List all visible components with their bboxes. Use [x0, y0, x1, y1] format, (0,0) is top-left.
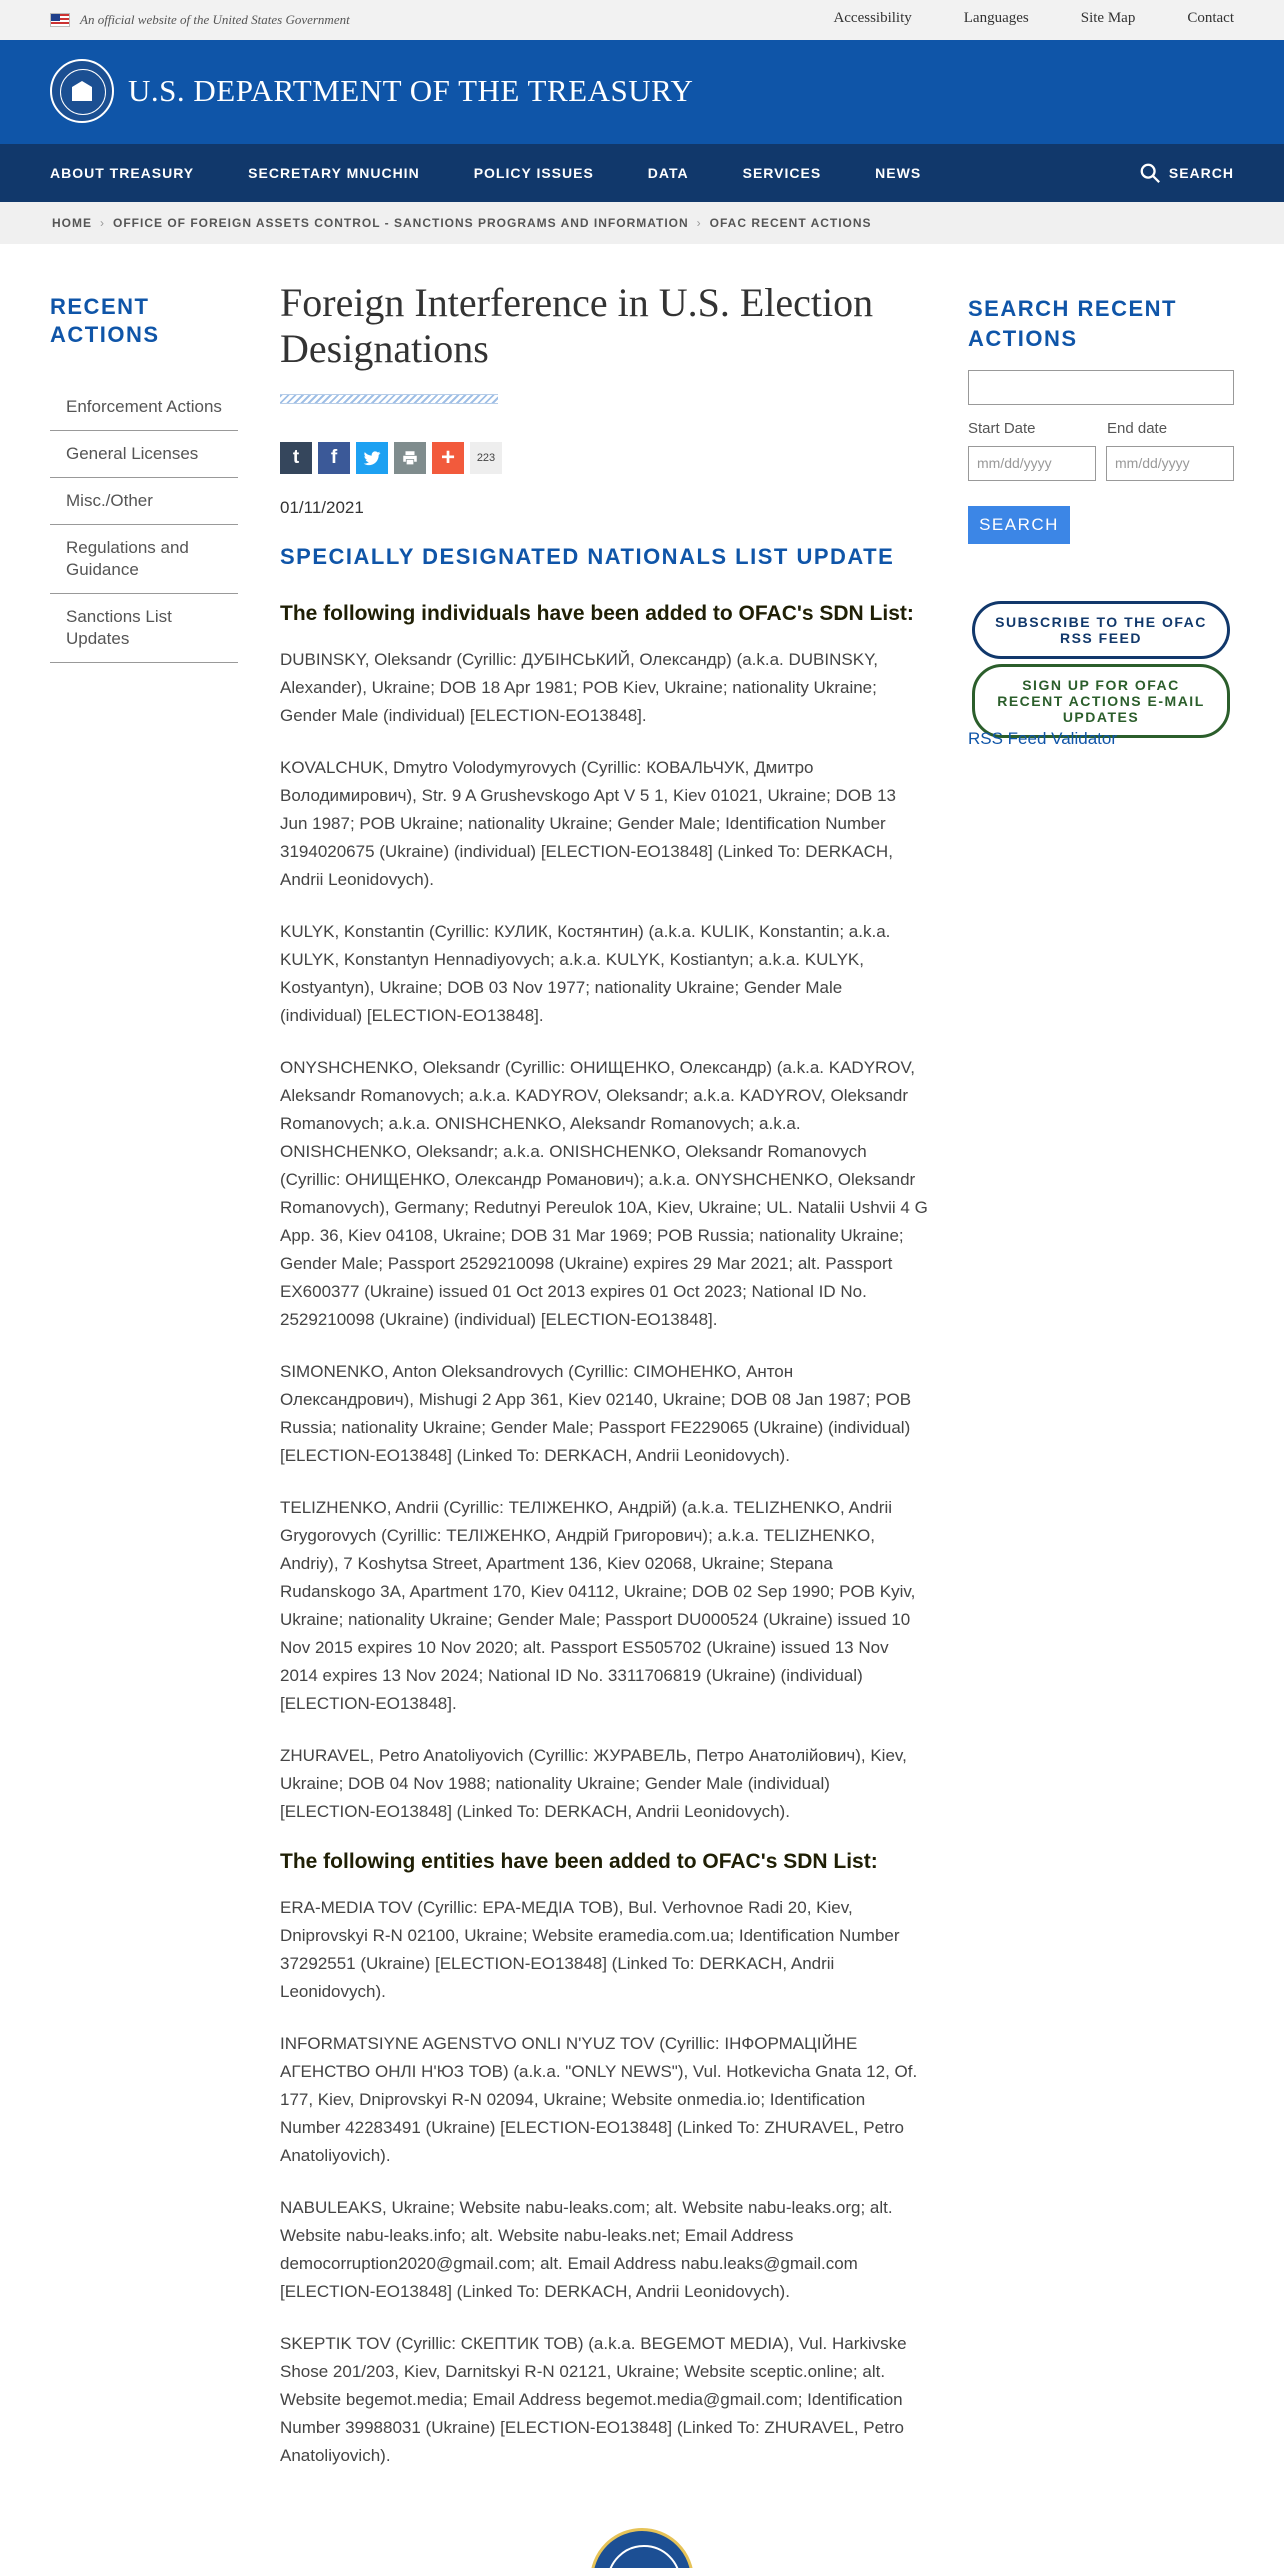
- sdn-entry-kulyk: KULYK, Konstantin (Cyrillic: КУЛИК, Костянтин) (a.k.a. KULIK, Konstantin; a.k.a. KULYK, Konstantyn Hennadiyovych; a.k.a. KULYK, Kostiantyn; a.k.a. KULYK, Kostyantyn), Ukraine; DOB 03 Nov 1977; nationality Ukraine; Gender Male (individual) [ELECTION-EO13848].: [280, 922, 891, 1025]
- contact-link[interactable]: Contact: [1187, 10, 1234, 26]
- print-icon[interactable]: [394, 442, 426, 474]
- sdn-entry-kovalchuk: KOVALCHUK, Dmytro Volodymyrovych (Cyrillic: КОВАЛЬЧУК, Дмитро Володимирович), Str. 9 A Grushevskogo Apt V 5 1, Kiev 01021, Ukraine; DOB 13 Jun 1987; POB Ukraine; nationality Ukraine; Gender Male; Identification Number 3194020675 (Ukraine) (individual) [ELECTION-EO13848] (Linked To: DERKACH, Andrii Leonidovych).: [280, 758, 896, 889]
- share-bar: [280, 442, 928, 474]
- main-nav: [0, 144, 1284, 202]
- title-divider: [280, 394, 498, 404]
- left-sidebar-list: [50, 384, 238, 663]
- page-title: Foreign Interference in U.S. Election Designations: [280, 280, 874, 371]
- end-date-label: End date: [1107, 420, 1168, 437]
- site-title[interactable]: U.S. DEPARTMENT OF THE TREASURY: [128, 73, 694, 108]
- site-map-link[interactable]: Site Map: [1080, 10, 1136, 26]
- sdn-entry-onyshchenko: ONYSHCHENKO, Oleksandr (Cyrillic: ОНИЩЕНКО, Олександр) (a.k.a. KADYROV, Aleksandr Romanovych; a.k.a. KADYROV, Oleksandr; a.k.a. KADYROV, Oleksandr Romanovych; a.k.a. ONISHCHENKO, Aleksandr Romanovych; a.k.a. ONISHCHENKO, Oleksandr; a.k.a. ONISHCHENKO, Oleksandr Romanovych (Cyrillic: ОНИЩЕНКО, Олександр Романович); a.k.a. ONYSHCHENKO, Oleksandr Romanovych), Germany; Redutnyi Pereulok 10A, Kiev, Ukraine; UL. Natalii Ushvii 4 G App. 36, Kiev 04108, Ukraine; DOB 31 Mar 1969; POB Russia; nationality Ukraine; Gender Male; Passport 2529210098 (Ukraine) expires 29 Mar 2021; alt. Passport EX600377 (Ukraine) issued 01 Oct 2013 expires 01 Oct 2023; National ID No. 2529210098 (Ukraine) (individual) [ELECTION-EO13848].: [280, 1058, 928, 1329]
- accessibility-link[interactable]: Accessibility: [833, 10, 912, 26]
- utility-links: [833, 10, 1234, 27]
- sdn-entry-era-media: ERA-MEDIA TOV (Cyrillic: ЕРА-МЕДІА ТОВ), Bul. Verhovnoe Radi 20, Kiev, Dniprovskyi R-N 02100, Ukraine; Website eramedia.com.ua; Identification Number 37292551 (Ukraine) [ELECTION-EO13848] (Linked To: DERKACH, Andrii Leonidovych).: [280, 1898, 900, 2001]
- search-button[interactable]: SEARCH: [968, 506, 1070, 544]
- sdn-entry-dubinsky: DUBINSKY, Oleksandr (Cyrillic: ДУБІНСЬКИЙ, Олександр) (a.k.a. DUBINSKY, Alexander), Ukraine; DOB 18 Apr 1981; POB Kiev, Ukraine; nationality Ukraine; Gender Male (individual) [ELECTION-EO13848].: [280, 650, 878, 725]
- individuals-heading: The following individuals have been added to OFAC's SDN List:: [280, 602, 914, 625]
- sidebar-item-general-licenses[interactable]: General Licenses: [50, 431, 238, 478]
- twitter-share-icon[interactable]: [356, 442, 388, 474]
- breadcrumb: [0, 202, 1284, 244]
- sidebar-item-regulations[interactable]: Regulations and Guidance: [50, 525, 238, 594]
- nav-news[interactable]: NEWS: [875, 165, 922, 181]
- search-icon: [1139, 162, 1161, 184]
- section-title: SPECIALLY DESIGNATED NATIONALS LIST UPDATE: [280, 544, 895, 569]
- share-count: 223: [470, 442, 502, 474]
- publish-date: 01/11/2021: [280, 498, 364, 517]
- start-date-input[interactable]: mm/dd/yyyy: [968, 446, 1096, 481]
- breadcrumb-home[interactable]: HOME: [52, 216, 92, 230]
- nav-about-treasury[interactable]: ABOUT TREASURY: [50, 165, 195, 181]
- sdn-entry-simonenko: SIMONENKO, Anton Oleksandrovych (Cyrillic: СІМОНЕНКО, Антон Олександрович), Mishugi 2 App 361, Kiev 02140, Ukraine; DOB 08 Jan 1987; POB Russia; nationality Ukraine; Gender Male; Passport FE229065 (Ukraine) (individual) [ELECTION-EO13848] (Linked To: DERKACH, Andrii Leonidovych).: [280, 1362, 912, 1465]
- sidebar-item-sanctions-list-updates[interactable]: Sanctions List Updates: [50, 594, 238, 663]
- masthead: [0, 40, 1284, 144]
- sdn-entry-skeptik: SKEPTIK TOV (Cyrillic: СКЕПТИК ТОВ) (a.k.a. BEGEMOT MEDIA), Vul. Harkivske Shose 201/203, Kiev, Darnitskyi R-N 02121, Ukraine; Website sceptic.online; alt. Website begemot.media; Email Address begemot.media@gmail.com; Identification Number 39988031 (Ukraine) [ELECTION-EO13848] (Linked To: ZHURAVEL, Petro Anatoliyovich).: [280, 2334, 907, 2465]
- us-flag-icon: [50, 13, 70, 27]
- end-date-input[interactable]: mm/dd/yyyy: [1106, 446, 1234, 481]
- sdn-entry-zhuravel: ZHURAVEL, Petro Anatoliyovich (Cyrillic: ЖУРАВЕЛЬ, Петро Анатолійович), Kiev, Ukraine; DOB 04 Nov 1988; nationality Ukraine; Gender Male (individual) [ELECTION-EO13848] (Linked To: DERKACH, Andrii Leonidovych).: [280, 1746, 907, 1821]
- search-keyword-input[interactable]: [968, 370, 1234, 405]
- email-signup-button[interactable]: SIGN UP FOR OFAC RECENT ACTIONS E-MAIL UPDATES: [972, 664, 1230, 738]
- start-date-label: Start Date: [968, 420, 1036, 437]
- sidebar-item-misc-other[interactable]: Misc./Other: [50, 478, 238, 525]
- left-sidebar-title: RECENT ACTIONS: [50, 294, 160, 347]
- official-site-text: An official website of the United States Government: [80, 12, 350, 27]
- footer-seal-icon: [590, 2528, 694, 2568]
- subscribe-rss-button[interactable]: SUBSCRIBE TO THE OFAC RSS FEED: [972, 601, 1230, 659]
- chevron-right-icon: ›: [100, 216, 105, 230]
- article: [280, 280, 928, 2470]
- right-sidebar-title: SEARCH RECENT ACTIONS: [968, 296, 1177, 351]
- nav-search-button[interactable]: [1139, 162, 1234, 184]
- entities-heading: The following entities have been added to OFAC's SDN List:: [280, 1850, 878, 1873]
- sdn-entry-telizhenko: TELIZHENKO, Andrii (Cyrillic: ТЕЛІЖЕНКО, Андрій) (a.k.a. TELIZHENKO, Andrii Grygorovych (Cyrillic: ТЕЛІЖЕНКО, Андрій Григорович); a.k.a. TELIZHENKO, Andriy), 7 Koshytsa Street, Apartment 136, Kiev 02068, Ukraine; Stepana Rudanskogo 3A, Apartment 170, Kiev 04112, Ukraine; DOB 02 Sep 1990; POB Kyiv, Ukraine; nationality Ukraine; Gender Male; Passport DU000524 (Ukraine) issued 10 Nov 2015 expires 10 Nov 2020; alt. Passport ES505702 (Ukraine) issued 13 Nov 2014 expires 13 Nov 2024; National ID No. 3311706819 (Ukraine) (individual) [ELECTION-EO13848].: [280, 1498, 916, 1713]
- breadcrumb-ofac[interactable]: OFFICE OF FOREIGN ASSETS CONTROL - SANCTIONS PROGRAMS AND INFORMATION: [113, 216, 689, 230]
- chevron-right-icon: ›: [696, 216, 702, 230]
- sidebar-item-enforcement-actions[interactable]: Enforcement Actions: [50, 384, 238, 431]
- nav-data[interactable]: DATA: [647, 165, 689, 181]
- rss-validator-link[interactable]: RSS Feed Validator: [968, 729, 1117, 748]
- more-share-icon[interactable]: +: [432, 442, 464, 474]
- nav-services[interactable]: SERVICES: [742, 165, 822, 181]
- nav-policy-issues[interactable]: POLICY ISSUES: [473, 165, 594, 181]
- languages-link[interactable]: Languages: [963, 10, 1029, 26]
- breadcrumb-recent-actions[interactable]: OFAC RECENT ACTIONS: [709, 216, 872, 230]
- nav-secretary[interactable]: SECRETARY MNUCHIN: [248, 165, 420, 181]
- sdn-entry-only-news: INFORMATSIYNE AGENSTVO ONLI N'YUZ TOV (Cyrillic: ІНФОРМАЦІЙНЕ АГЕНСТВО ОНЛІ Н'ЮЗ ТОВ) (a.k.a. "ONLY NEWS"), Vul. Hotkevicha Gnata 12, Of. 177, Kiev, Dniprovskyi R-N 02094, Ukraine; Website onmedia.io; Identification Number 42283491 (Ukraine) [ELECTION-EO13848] (Linked To: ZHURAVEL, Petro Anatoliyovich).: [280, 2034, 918, 2165]
- facebook-share-icon[interactable]: f: [318, 442, 350, 474]
- treasury-seal-icon[interactable]: [50, 59, 114, 123]
- sdn-entry-nabuleaks: NABULEAKS, Ukraine; Website nabu-leaks.com; alt. Website nabu-leaks.org; alt. Website nabu-leaks.info; alt. Website nabu-leaks.net; Email Address democorruption2020@gmail.com; alt. Email Address nabu.leaks@gmail.com [ELECTION-EO13848] (Linked To: DERKACH, Andrii Leonidovych).: [280, 2198, 893, 2301]
- tumblr-share-icon[interactable]: t: [280, 442, 312, 474]
- nav-search-label: SEARCH: [1168, 165, 1234, 181]
- utility-bar: [0, 0, 1284, 40]
